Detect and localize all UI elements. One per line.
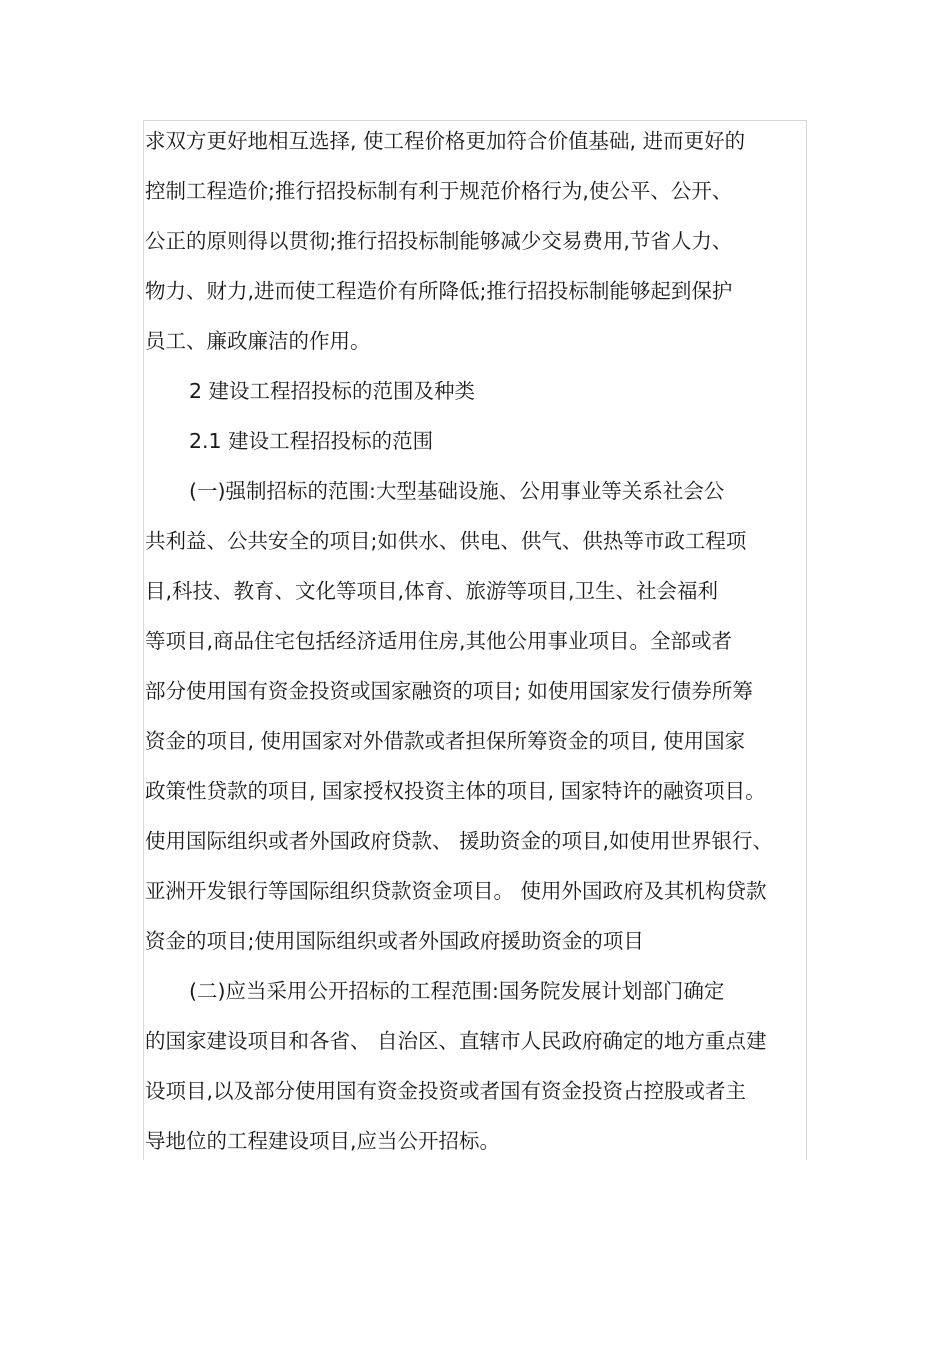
text-line: 资金的项目, 使用国家对外借款或者担保所筹资金的项目, 使用国家 bbox=[145, 729, 746, 753]
document-body bbox=[145, 116, 807, 1166]
text-line: 目,科技、教育、文化等项目,体育、旅游等项目,卫生、社会福利 bbox=[145, 579, 719, 603]
subsection-heading: 2.1 建设工程招投标的范围 bbox=[189, 429, 434, 453]
paragraph-start: (一)强制招标的范围:大型基础设施、公用事业等关系社会公 bbox=[189, 479, 725, 503]
text-line: 设项目,以及部分使用国有资金投资或者国有资金投资占控股或者主 bbox=[145, 1079, 747, 1103]
text-line: 导地位的工程建设项目,应当公开招标。 bbox=[145, 1129, 501, 1153]
text-line: 共利益、公共安全的项目;如供水、供电、供气、供热等市政工程项 bbox=[145, 529, 747, 553]
paragraph-start: (二)应当采用公开招标的工程范围:国务院发展计划部门确定 bbox=[189, 979, 725, 1003]
text-line: 使用国际组织或者外国政府贷款、 援助资金的项目,如使用世界银行、 bbox=[145, 829, 774, 853]
text-line: 公正的原则得以贯彻;推行招投标制能够减少交易费用,节省人力、 bbox=[145, 229, 733, 253]
text-line: 控制工程造价;推行招投标制有利于规范价格行为,使公平、公开、 bbox=[145, 179, 733, 203]
text-line: 政策性贷款的项目, 国家授权投资主体的项目, 国家特许的融资项目。 bbox=[145, 779, 766, 803]
section-heading: 2 建设工程招投标的范围及种类 bbox=[189, 379, 476, 403]
text-line: 的国家建设项目和各省、 自治区、直辖市人民政府确定的地方重点建 bbox=[145, 1029, 767, 1053]
text-line: 部分使用国有资金投资或国家融资的项目; 如使用国家发行债券所筹 bbox=[145, 679, 753, 703]
text-line: 物力、财力,进而使工程造价有所降低;推行招投标制能够起到保护 bbox=[145, 279, 733, 303]
text-line: 求双方更好地相互选择, 使工程价格更加符合价值基础, 进而更好的 bbox=[145, 129, 746, 153]
text-line: 等项目,商品住宅包括经济适用住房,其他公用事业项目。全部或者 bbox=[145, 629, 733, 653]
text-line: 资金的项目;使用国际组织或者外国政府援助资金的项目 bbox=[145, 929, 644, 953]
text-line: 亚洲开发银行等国际组织贷款资金项目。 使用外国政府及其机构贷款 bbox=[145, 879, 767, 903]
text-line: 员工、廉政廉洁的作用。 bbox=[145, 329, 371, 353]
